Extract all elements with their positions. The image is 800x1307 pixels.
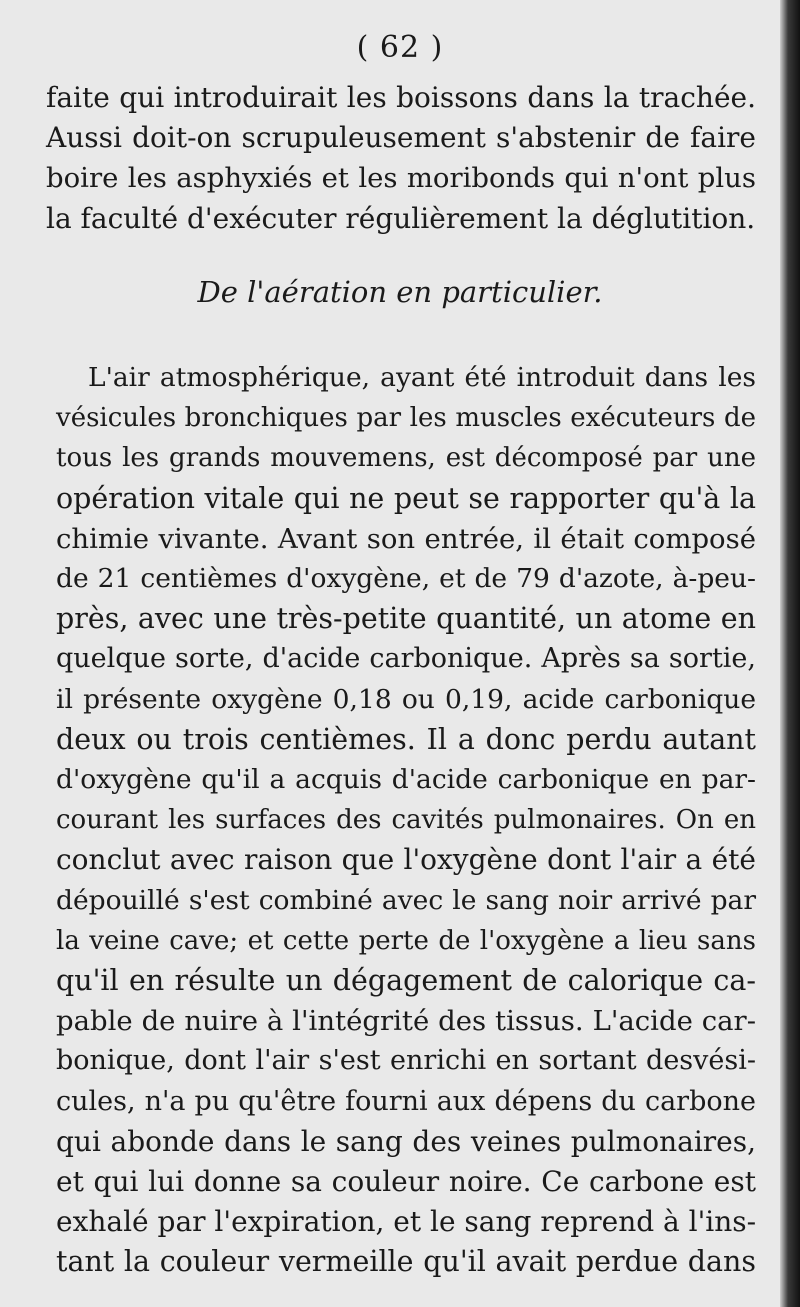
page-number: ( 62 )	[356, 30, 444, 65]
text-line: la faculté d'exécuter régulièrement la déglutition.	[46, 201, 756, 235]
text-line: L'air atmosphérique, ayant été introduit dans les	[88, 362, 756, 393]
text-line: d'oxygène qu'il a acquis d'acide carbonique en par-	[56, 764, 756, 796]
text-line: il présente oxygène 0,18 ou 0,19, acide carbonique	[56, 683, 756, 715]
text-line: courant les surfaces des cavités pulmonaires. On en	[56, 805, 756, 836]
text-line: opération vitale qui ne peut se rapporter qu'à la	[56, 481, 756, 515]
text-line: cules, n'a pu qu'être fourni aux dépens du carbone	[56, 1085, 756, 1117]
paragraph-intro	[46, 78, 756, 239]
text-line: et qui lui donne sa couleur noire. Ce carbone est	[56, 1165, 756, 1199]
page-edge-shadow	[780, 0, 800, 1307]
text-line: conclut avec raison que l'oxygène dont l'air a été	[56, 843, 756, 877]
text-line: quelque sorte, d'acide carbonique. Après sa sortie,	[56, 643, 756, 675]
text-line: boire les asphyxiés et les moribonds qui n'ont plus	[46, 162, 756, 195]
text-line: deux ou trois centièmes. Il a donc perdu autant	[56, 722, 756, 756]
text-line: tous les grands mouvemens, est décomposé par une	[56, 443, 756, 474]
text-line: qu'il en résulte un dégagement de calorique ca-	[56, 964, 756, 998]
text-line: tant la couleur vermeille qu'il avait perdue dans	[56, 1245, 756, 1279]
text-line: bonique, dont l'air s'est enrichi en sortant desvési-	[56, 1045, 756, 1077]
text-line: exhalé par l'expiration, et le sang reprend à l'ins-	[56, 1205, 757, 1239]
text-line: qui abonde dans le sang des veines pulmonaires,	[56, 1124, 756, 1158]
text-line: la veine cave; et cette perte de l'oxygène a lieu sans	[56, 925, 756, 956]
text-line: dépouillé s'est combiné avec le sang noir arrivé par	[56, 884, 756, 916]
text-line: pable de nuire à l'intégrité des tissus. L'acide car-	[56, 1005, 756, 1038]
text-line: près, avec une très-petite quantité, un atome en	[56, 602, 756, 636]
section-heading: De l'aération en particulier.	[197, 275, 603, 309]
text-line: faite qui introduirait les boissons dans la trachée.	[46, 81, 756, 114]
text-line: chimie vivante. Avant son entrée, il était composé	[56, 522, 756, 555]
text-line: Aussi doit-on scrupuleusement s'abstenir de faire	[46, 121, 756, 155]
paragraph-aeration	[56, 358, 756, 1283]
text-line: de 21 centièmes d'oxygène, et de 79 d'azote, à-peu-	[56, 563, 756, 595]
text-line: vésicules bronchiques par les muscles exécuteurs de	[56, 403, 756, 434]
